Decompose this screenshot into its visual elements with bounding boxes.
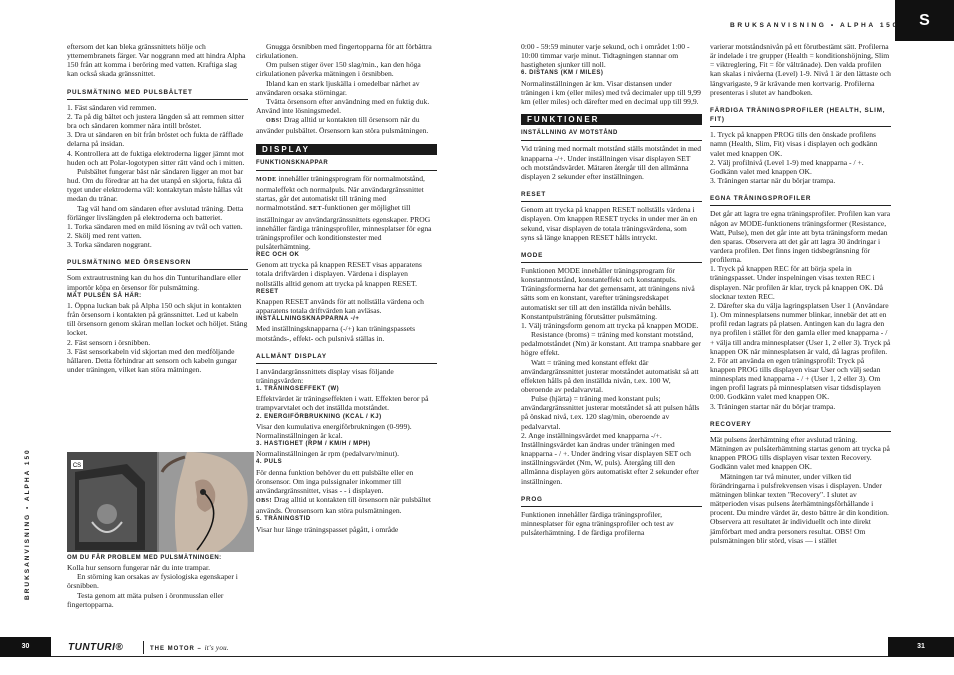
section-bar-display: DISPLAY: [256, 144, 437, 155]
heading-installningsknappar: INSTÄLLNINGSKNAPPARNA -/+: [256, 316, 360, 323]
heading-funktionsknappar: FUNKTIONSKNAPPAR: [256, 159, 437, 171]
egna-step-2: 2. Därefter ska du välja lagringsplatsen User 1 (Användare 1). Om minnesplatsens nummer blinkar, innebär det att en profil redan lagrats på platsen. Antingen kan du lagra den nya profilen i stället för den gamla eller med knapparna - / + välja till andra minnesplatser (User 1, 2 eller 3). Tryck på knappen OK när minnesplatsen är vald, då lagras profilen.: [710, 300, 891, 356]
tip-4: Tvätta örsensorn efter användning med en fuktig duk. Använd inte lösningsmedel.: [256, 96, 430, 116]
egna-step-1: 1. Tryck på knappen REC för att börja spela in träningspasset. Under inspelningen visas texten REC i displayen. När profilen är klar, tryck på knappen OK. Då slocknar texten REC.: [710, 264, 884, 301]
recovery-text-2: Mätningen tar två minuter, under vilken tid förändringarna i pulsfrekvensen visas i displayen. Under mätningen blinkar texten "Recovery". I slutet av mätperioden visas pulsens återhämtningsförhållande i procent. Du mindre värdet är, desto bättre är din kondition. Observera att resultatet är individuellt och inte direkt jämförbart med andra personers resultat. OBS! Om pulsmätningen blir störd, visas — i stället: [710, 471, 889, 545]
heading-reset-2: RESET: [521, 190, 702, 202]
section-bar-funktioner: FUNKTIONER: [521, 114, 702, 125]
mode-description: Funktionen MODE innehåller träningsprogram för konstantmotstånd, konstanteffekt och konstantpuls. Träningsformerna har det gemensamt, att träningens nivå sätts som en konstant, varefter träningsredskapet automatiskt ser till att den inställda nivån behålls. Konstantpulsträning förutsätter pulsmätning.: [521, 265, 695, 321]
rec-ok-text: Genom att trycka på knappen RESET visas apparatens totala driftvärden i displayen. Värdena i displayen nollställs alltid genom att trycka på knappen RESET.: [256, 260, 422, 288]
running-header: BRUKSANVISNING • ALPHA 150: [730, 22, 899, 29]
care-step-3: 3. Torka sändaren noggrant.: [67, 240, 152, 250]
care-step-1: 1. Torka sändaren med en mild lösning av tvål och vatten.: [67, 221, 243, 231]
energi-text: Visar den kumulativa energiförbrukningen (0-999). Normalinställningen är kcal.: [256, 421, 412, 440]
mode-text: innehåller träningsprogram för normalmotstånd, normaleffekt och normalpuls. När användargränssnittet startas, går det automatiskt till träning med normalmotstånd.: [256, 173, 425, 213]
heading-hastighet: 3. HASTIGHET (RPM / KM/H / MPH): [256, 441, 371, 448]
egna-intro: Det går att lagra tre egna träningsprofiler. Profilen kan vara någon av MODE-funktionens träningsformer (Resistance, Watt, Pulse), men det går inte att byta träningsform medan den sparas. Observera att det går att lagra 30 ändringar i vardera profilen. Det finns ingen tidsbegränsning för profilerna.: [710, 209, 891, 265]
language-tab: S: [895, 0, 954, 41]
logo-separator: [143, 641, 144, 654]
time-range-text: 0:00 - 59:59 minuter varje sekund, och i området 1:00 - 10:00 timmar varje minut. Tidtagningen stannar om hastigheten sjunker till noll.: [521, 42, 690, 70]
heading-mode: MODE: [521, 251, 702, 263]
fardiga-step-1: 1. Tryck på knappen PROG tills den önskade profilens namn (Health, Slim, Fit) visas i displayen och godkänn valet med knappen OK.: [710, 130, 878, 158]
step-1: 1. Fäst sändaren vid remmen.: [67, 102, 157, 112]
tagline: [150, 644, 229, 652]
recovery-text-1: Mät pulsens återhämtning efter avslutad träning. Mätningen av pulsåterhämtning startas genom att trycka på knappen PROG tills displayen visar texten Recovery. Godkänn valet med knappen OK.: [710, 434, 890, 472]
footer-rule: [51, 656, 888, 657]
orsensor-step-2: 2. Fäst sensorn i örsnibben.: [67, 337, 151, 347]
problem-heading: OM DU FÅR PROBLEM MED PULSMÄTNINGEN:: [67, 555, 222, 561]
set-key: SET: [309, 206, 322, 213]
heading-rec-ok: REC OCH OK: [256, 252, 300, 259]
reset-text-2: Genom att trycka på knappen RESET nollställs värdena i displayen. Om knappen RESET trycks in under mer än en sekund, visar displayen de totala träningsvärdena, som syns så länge knappen RESET hålls intryckt.: [521, 205, 698, 242]
heading-reset: RESET: [256, 288, 279, 295]
fardiga-step-2: 2. Välj profilnivå (Level 1-9) med knapparna - / +. Godkänn valet med knappen OK.: [710, 157, 864, 176]
egna-step-4: 3. Träningen startar när du börjar trampa.: [710, 401, 836, 411]
mode-key: MODE: [256, 176, 277, 183]
column-1: [67, 42, 248, 374]
orsensor-intro: Som extrautrustning kan du hos din Tunturihandlare eller importör köpa en örsensor för pulsmätning.: [67, 273, 242, 292]
heading-prog: PROG: [521, 495, 702, 507]
mode-pulse: Pulse (hjärta) = träning med konstant puls; användargränssnittet justerar motståndet så att pulsen hålls på önskad nivå, t.ex. 120 slag/min, oberoende av pedalvarvtal.: [521, 394, 700, 431]
puls-obs-label: OBS!: [256, 498, 273, 505]
paragraph-care: Tag väl hand om sändaren efter avslutad träning. Detta förlänger livslängden på elektroderna och batteriet.: [67, 203, 244, 222]
heading-installning-motstand: INSTÄLLNING AV MOTSTÅND: [521, 129, 702, 141]
reset-text: Knappen RESET används för att nollställa värdena och apparatens totala driftvärden kan avläsas.: [256, 296, 424, 316]
heading-fardiga-profiler: FÄRDIGA TRÄNINGSPROFILER (HEALTH, SLIM, FIT): [710, 106, 891, 127]
hastighet-text: Normalinställningen är rpm (pedalvarv/minut).: [256, 449, 399, 459]
mode-watt: Watt = träning med konstant effekt där användargränssnittet justerar motståndet automatiskt så att effekten hålls på den inställda nivån, t.ex. 100 W, oberoende av pedalvarvtal.: [521, 357, 699, 394]
column-1-bottom: [67, 554, 248, 609]
set-text: -funktionen ger möjlighet till inställningar av användargränssnittets egenskaper. PROG innehåller färdiga träningsprofiler, minnesplatser för egna träningsprofiler och konditionstester med pulsåterhämtning.: [256, 203, 432, 251]
heading-distans: 6. DISTANS (KM / MILES): [521, 70, 604, 77]
obs-label: OBS!: [266, 118, 283, 125]
tip-3: Ibland kan en stark ljuskälla i omedelbar närhet av användaren orsaka störningar.: [256, 78, 420, 97]
allmant-intro: I användargränssnittets display visas följande träningsvärden:: [256, 366, 394, 385]
heading-effekt: 1. TRÄNINGSEFFEKT (W): [256, 386, 340, 393]
mode-step-2: 2. Ange inställningsvärdet med knapparna -/+. Inställningsvärdet kan ändras under träningen med knapparna - / +. Under ändring visar displayen SET och inställningsvärdet (Nm, W, puls). Återgång till den allmänna displayen görs automatiskt efter 2 sekunder efter inställningen.: [521, 430, 699, 486]
page-number-left: 30: [0, 637, 51, 657]
effekt-text: Effektvärdet är träningseffekten i watt. Effekten beror på trampvarvtalet och det inställda motståndet.: [256, 394, 429, 413]
care-step-2: 2. Skölj med rent vatten.: [67, 230, 142, 240]
column-3: [521, 42, 702, 537]
distans-text: Normalinställningen är km. Visar distansen under träningen i km (eller miles) med två decimaler upp till 9,99 km (eller miles) och därefter med en decimal upp till 99,9.: [521, 78, 701, 106]
problem-1: Kolla hur sensorn fungerar när du inte trampar.: [67, 563, 210, 573]
problem-3: Testa genom att mäta pulsen i öronmusslan eller fingertopparna.: [67, 590, 224, 609]
puls-obs-text: Drag alltid ut kontakten till örsensorn när pulsbältet används. Öronsensorn kan störa pulsmätningen.: [256, 495, 432, 516]
heading-recovery: RECOVERY: [710, 420, 891, 432]
orsensor-step-1: 1. Öppna luckan bak på Alpha 150 och skjut in kontakten från örsensorn i kontakten på gränssnittet. Led ut kabeln till örsensorn genom skåran mellan locket och höljet. Stäng locket.: [67, 300, 248, 338]
puls-text: För denna funktion behöver du ett pulsbälte eller en öronsensor. Om inga pulssignaler inkommer till användargränssnittet, visas - - i displayen.: [256, 467, 414, 495]
photo-label: CS: [72, 463, 82, 469]
obs-note: [256, 115, 437, 135]
obs-text: Drag alltid ur kontakten till örsensorn när du använder pulsbältet. Örsensorn kan störa pulsmätningen.: [256, 115, 429, 136]
tagline-caps: THE MOTOR –: [150, 646, 205, 652]
mode-step-1: 1. Välj träningsform genom att trycka på knappen MODE.: [521, 320, 699, 330]
prog-text: Funktionen innehåller färdiga träningsprofiler, minnesplatser för egna träningsprofiler och test av pulsåterhämtning. I de färdiga profilerna: [521, 509, 674, 538]
paragraph-skin: Pulsbältet fungerar bäst när sändaren ligger an mot bar hud. Om du föredrar att ha det utanpå en skjorta, fukta då tyget under elektroderna väl: kontaktytan måste hållas våt medan du tränar.: [67, 166, 244, 204]
column-4: [710, 42, 891, 545]
heading-egna-profiler: EGNA TRÄNINGSPROFILER: [710, 194, 891, 206]
installning-text: Vid träning med normalt motstånd ställs motståndet in med knapparna -/+. Under inställningen visar displayen SET och motståndsvärdet. Mätaren återgår till den allmänna displayen 2 sekunder efter inställningen.: [521, 144, 702, 181]
egna-step-3: 2. För att använda en egen träningsprofil: Tryck på knappen PROG tills displayen visar User och välj sedan minnesplats med knapparna - / + (User 1, 2 eller 3). Om ingen profil lagrats på minnesplatsen visar tidsdisplayen 0:00. Godkänn valet med knappen OK.: [710, 355, 881, 402]
mode-resistance: Resistance (broms) = träning med konstant motstånd, pedalmotståndet (Nm) är konstant. Att trampa snabbare ger högre effekt.: [521, 330, 702, 358]
step-4: 4. Kontrollera att de fuktiga elektroderna ligger jämnt mot huden och att Polar-logotypen sitter rätt vänd och i mitten.: [67, 148, 245, 167]
tagline-italic: it's you.: [204, 644, 229, 652]
profiles-description: varierar motståndsnivån på ett förutbestämt sätt. Profilerna är indelade i tre grupper (Health = konditionshöjning, Slim = viktreglering, Fit = för vältränade). Den valda profilen kan skalas i nivåerna (Level) 1-9. Nivå 1 är den lättaste och längvarigaste, 9 är krävande men kortvarig. Profilerna presenteras i slutet av handboken.: [710, 42, 891, 97]
tip-1: Gnugga örsnibben med fingertopparna för att förbättra cirkulationen.: [256, 42, 432, 61]
heading-pulsbalte: PULSMÄTNING MED PULSBÄLTET: [67, 88, 248, 100]
intro-paragraph: eftersom det kan bleka gränssnittets hölje och yttemembranets färger. Var noggrann med att hindra Alpha 150 från att komma i beröring med vatten. Kraftiga slag kan också skada gränssnittet.: [67, 42, 246, 79]
step-2: 2. Ta på dig bältet och justera längden så att remmen sitter bra och sändaren kommer nära intill bröstet.: [67, 111, 244, 131]
fardiga-step-3: 3. Träningen startar när du börjar trampa.: [710, 176, 836, 186]
step-3: 3. Dra ut sändaren en bit från bröstet och fukta de räfflade delarna på insidan.: [67, 130, 244, 149]
orsensor-subheading: MÄT PULSEN SÅ HÄR:: [67, 292, 142, 299]
vertical-side-title: BRUKSANVISNING • ALPHA 150: [24, 448, 31, 600]
page-number-right: 31: [888, 637, 954, 657]
heading-puls: 4. PULS: [256, 459, 283, 466]
ear-sensor-photo: [67, 452, 254, 552]
tip-2: Om pulsen stiger över 150 slag/min., kan den höga cirkulationen påverka mätningen i örsnibben.: [256, 60, 421, 79]
column-2: [256, 42, 437, 534]
traningstid-text: Visar hur länge träningspasset pågått, i område: [256, 524, 399, 534]
heading-orsensor: PULSMÄTNING MED ÖRSENSORN: [67, 258, 248, 270]
problem-2: En störning kan orsakas av fysiologiska egenskaper i örsnibben.: [67, 572, 238, 591]
heading-traningstid: 5. TRÄNINGSTID: [256, 516, 311, 523]
heading-energi: 2. ENERGIFÖRBRUKNING (KCAL / KJ): [256, 413, 382, 420]
installningsknappar-text: Med inställningsknapparna (-/+) kan träningspassets motstånds-, effekt- och pulsnivå ställas in.: [256, 324, 416, 343]
puls-obs: [256, 495, 437, 515]
mode-paragraph: [256, 174, 437, 251]
orsensor-step-3: 3. Fäst sensorkabeln vid skjortan med den medföljande hållaren. Detta förhindrar att sensorn och kabeln gungar under träningen, vilket kan störa mätningen.: [67, 346, 237, 374]
tunturi-logo: TUNTURI®: [68, 642, 124, 653]
heading-allmant-display: ALLMÄNT DISPLAY: [256, 352, 437, 364]
